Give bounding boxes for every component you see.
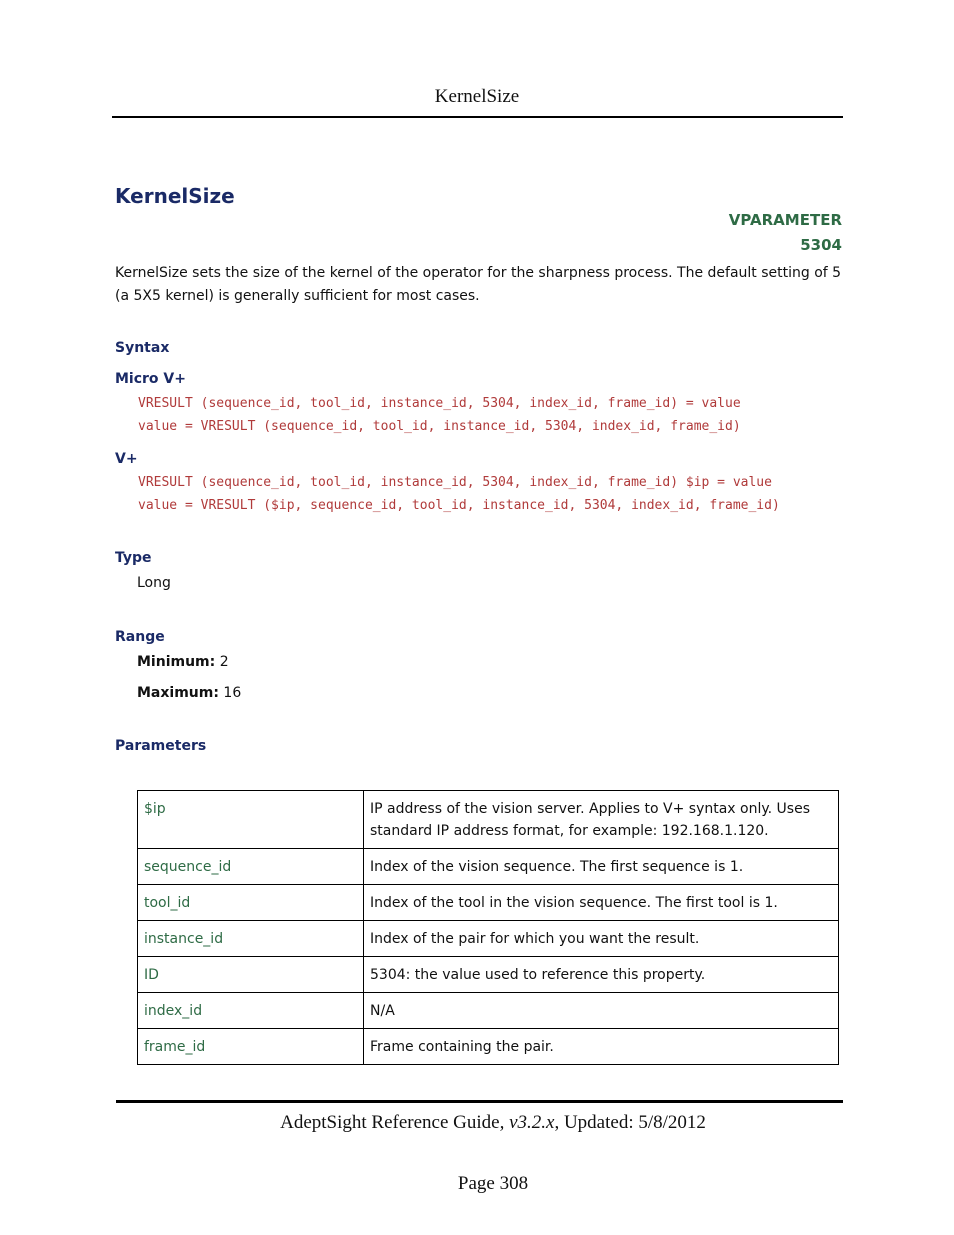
vparameter-label: VPARAMETER: [728, 211, 842, 229]
param-name: frame_id: [138, 1029, 364, 1065]
param-name: sequence_id: [138, 849, 364, 885]
parameters-table: [137, 790, 839, 1065]
param-description: Frame containing the pair.: [364, 1029, 839, 1065]
table-row: [138, 791, 839, 849]
param-description: Index of the pair for which you want the result.: [364, 921, 839, 957]
footer-guide-line: [0, 1112, 954, 1134]
range-maximum-label: Maximum:: [137, 685, 219, 701]
range-minimum-label: Minimum:: [137, 654, 216, 670]
running-header: KernelSize: [434, 86, 520, 107]
table-row: [138, 849, 839, 885]
footer-guide-name: AdeptSight Reference Guide: [280, 1112, 500, 1133]
v-plus-heading: V+: [115, 451, 138, 467]
v-plus-code-line-2: value = VRESULT ($ip, sequence_id, tool_id, instance_id, 5304, index_id, frame_id): [138, 498, 780, 513]
param-name: index_id: [138, 993, 364, 1029]
param-description: Index of the tool in the vision sequence. The first tool is 1.: [364, 885, 839, 921]
footer-rule: [116, 1100, 843, 1103]
param-name: tool_id: [138, 885, 364, 921]
v-plus-code-line-1: VRESULT (sequence_id, tool_id, instance_id, 5304, index_id, frame_id) $ip = value: [138, 475, 772, 490]
table-row: [138, 957, 839, 993]
type-heading: Type: [115, 550, 152, 566]
param-name: ID: [138, 957, 364, 993]
range-minimum: [137, 654, 229, 670]
vparameter-block: [729, 208, 842, 258]
param-name: instance_id: [138, 921, 364, 957]
page-title: KernelSize: [115, 184, 235, 208]
param-description: N/A: [364, 993, 839, 1029]
micro-v-heading: Micro V+: [115, 371, 186, 387]
vparameter-number: 5304: [800, 236, 842, 254]
table-row: [138, 1029, 839, 1065]
range-heading: Range: [115, 629, 165, 645]
parameters-heading: Parameters: [115, 738, 207, 754]
syntax-heading: Syntax: [115, 340, 170, 356]
range-maximum: [137, 685, 241, 701]
param-description: 5304: the value used to reference this property.: [364, 957, 839, 993]
table-row: [138, 921, 839, 957]
micro-v-code-line-2: value = VRESULT (sequence_id, tool_id, instance_id, 5304, index_id, frame_id): [138, 419, 741, 434]
footer-version: , v3.2.x: [499, 1112, 555, 1133]
description: KernelSize sets the size of the kernel of the operator for the sharpness process. The default setting of 5 (a 5X5 kernel) is generally sufficient for most cases.: [115, 265, 842, 304]
type-value: Long: [137, 575, 171, 591]
range-minimum-value: 2: [219, 654, 229, 670]
table-row: [138, 993, 839, 1029]
param-description: IP address of the vision server. Applies to V+ syntax only. Uses standard IP address format, for example: 192.168.1.120.: [364, 791, 839, 849]
param-name: $ip: [138, 791, 364, 849]
footer-updated: , Updated: 5/8/2012: [554, 1112, 706, 1133]
page-number: Page 308: [457, 1173, 529, 1194]
table-row: [138, 885, 839, 921]
header-rule: [112, 116, 843, 118]
range-maximum-value: 16: [223, 685, 242, 701]
micro-v-code-line-1: VRESULT (sequence_id, tool_id, instance_id, 5304, index_id, frame_id) = value: [138, 396, 741, 411]
param-description: Index of the vision sequence. The first sequence is 1.: [364, 849, 839, 885]
